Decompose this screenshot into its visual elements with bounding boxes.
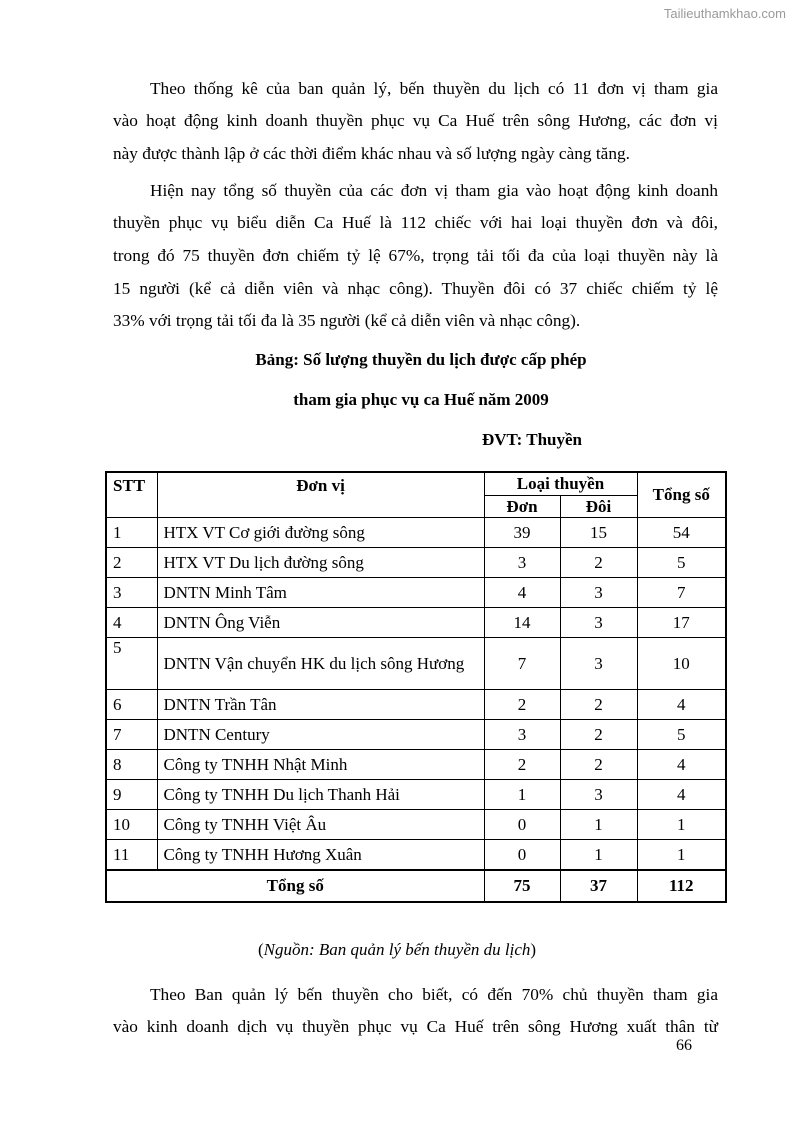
- text-line: thuyền phục vụ biểu diễn Ca Huế là 112 chiếc với hai loại thuyền đơn và đôi,: [113, 213, 718, 232]
- text-line: Theo thống kê của ban quản lý, bến thuyền du lịch có 11 đơn vị tham gia: [150, 79, 718, 98]
- row-total: 1: [637, 840, 726, 871]
- row-total: 5: [637, 548, 726, 578]
- row-stt: 6: [106, 690, 157, 720]
- row-double: 2: [560, 690, 637, 720]
- total-all: 112: [637, 870, 726, 902]
- row-total: 17: [637, 608, 726, 638]
- boats-table: [105, 471, 727, 903]
- table-row: [106, 548, 726, 578]
- watermark: Tailieuthamkhao.com: [663, 6, 786, 21]
- row-single: 1: [484, 780, 560, 810]
- row-stt: 9: [106, 780, 157, 810]
- source-prefix: (: [257, 940, 264, 959]
- row-double: 15: [560, 518, 637, 548]
- table-row: [106, 840, 726, 871]
- row-double: 1: [560, 810, 637, 840]
- header-boat-type: Loại thuyền: [484, 472, 637, 496]
- row-total: 4: [637, 690, 726, 720]
- total-double: 37: [560, 870, 637, 902]
- table-row: [106, 578, 726, 608]
- row-single: 4: [484, 578, 560, 608]
- row-name: DNTN Century: [157, 720, 484, 750]
- row-total: 54: [637, 518, 726, 548]
- table-row: [106, 608, 726, 638]
- text-line: này được thành lập ở các thời điểm khác nhau và số lượng ngày càng tăng.: [113, 144, 630, 163]
- text-line: trong đó 75 thuyền đơn chiếm tỷ lệ 67%, trọng tải tối đa của loại thuyền này là: [113, 246, 718, 265]
- row-name: DNTN Trần Tân: [157, 690, 484, 720]
- row-double: 3: [560, 578, 637, 608]
- row-single: 2: [484, 750, 560, 780]
- row-stt: 2: [106, 548, 157, 578]
- row-double: 2: [560, 750, 637, 780]
- source-note: [0, 940, 794, 960]
- row-single: 3: [484, 720, 560, 750]
- text-line: 15 người (kể cả diễn viên và nhạc công). Thuyền đôi có 37 chiếc chiếm tỷ lệ: [113, 279, 718, 298]
- row-total: 7: [637, 578, 726, 608]
- row-single: 14: [484, 608, 560, 638]
- row-stt: 10: [106, 810, 157, 840]
- table-row: [106, 810, 726, 840]
- row-stt: 4: [106, 608, 157, 638]
- text-line: vào kinh doanh dịch vụ thuyền phục vụ Ca Huế trên sông Hương xuất thân từ: [113, 1017, 718, 1036]
- row-stt: 8: [106, 750, 157, 780]
- table-row: [106, 780, 726, 810]
- row-single: 0: [484, 840, 560, 871]
- row-stt: 5: [106, 638, 157, 690]
- row-total: 10: [637, 638, 726, 690]
- row-single: 39: [484, 518, 560, 548]
- total-row: [106, 870, 726, 902]
- text-line: Hiện nay tổng số thuyền của các đơn vị tham gia vào hoạt động kinh doanh: [150, 181, 718, 200]
- row-name: DNTN Ông Viễn: [157, 608, 484, 638]
- row-stt: 7: [106, 720, 157, 750]
- table-row: [106, 720, 726, 750]
- row-name: Công ty TNHH Việt Âu: [157, 810, 484, 840]
- text-line: vào hoạt động kinh doanh thuyền phục vụ Ca Huế trên sông Hương, các đơn vị: [113, 111, 718, 130]
- row-name: Công ty TNHH Nhật Minh: [157, 750, 484, 780]
- row-name: HTX VT Cơ giới đường sông: [157, 518, 484, 548]
- table-row: [106, 518, 726, 548]
- row-stt: 3: [106, 578, 157, 608]
- row-total: 4: [637, 780, 726, 810]
- row-total: 5: [637, 720, 726, 750]
- table-row: [106, 638, 726, 690]
- total-label: Tổng số: [106, 870, 484, 902]
- table-row: [106, 750, 726, 780]
- row-name: Công ty TNHH Du lịch Thanh Hải: [157, 780, 484, 810]
- row-total: 4: [637, 750, 726, 780]
- text-line: 33% với trọng tải tối đa là 35 người (kể cả diễn viên và nhạc công).: [113, 311, 581, 330]
- header-double: Đôi: [560, 496, 637, 518]
- row-double: 3: [560, 780, 637, 810]
- row-double: 2: [560, 548, 637, 578]
- header-total: Tổng số: [637, 472, 726, 518]
- source-text: Nguồn: Ban quản lý bến thuyền du lịch: [263, 940, 531, 959]
- row-name: DNTN Vận chuyển HK du lịch sông Hương: [157, 638, 484, 690]
- unit-label: ĐVT: Thuyền: [482, 430, 582, 449]
- source-suffix: ): [530, 940, 537, 959]
- header-stt: STT: [106, 472, 157, 518]
- row-double: 2: [560, 720, 637, 750]
- row-stt: 11: [106, 840, 157, 871]
- header-unit: Đơn vị: [157, 472, 484, 518]
- row-double: 3: [560, 608, 637, 638]
- row-name: Công ty TNHH Hương Xuân: [157, 840, 484, 871]
- row-total: 1: [637, 810, 726, 840]
- row-single: 3: [484, 548, 560, 578]
- row-name: HTX VT Du lịch đường sông: [157, 548, 484, 578]
- row-name: DNTN Minh Tâm: [157, 578, 484, 608]
- row-double: 3: [560, 638, 637, 690]
- header-single: Đơn: [484, 496, 560, 518]
- table-title: Bảng: Số lượng thuyền du lịch được cấp phép: [255, 350, 587, 369]
- text-line: Theo Ban quản lý bến thuyền cho biết, có đến 70% chủ thuyền tham gia: [150, 985, 718, 1004]
- row-double: 1: [560, 840, 637, 871]
- row-stt: 1: [106, 518, 157, 548]
- page-number: 66: [676, 1037, 692, 1054]
- table-row: [106, 690, 726, 720]
- total-single: 75: [484, 870, 560, 902]
- row-single: 7: [484, 638, 560, 690]
- row-single: 2: [484, 690, 560, 720]
- table-subtitle: tham gia phục vụ ca Huế năm 2009: [293, 390, 549, 409]
- row-single: 0: [484, 810, 560, 840]
